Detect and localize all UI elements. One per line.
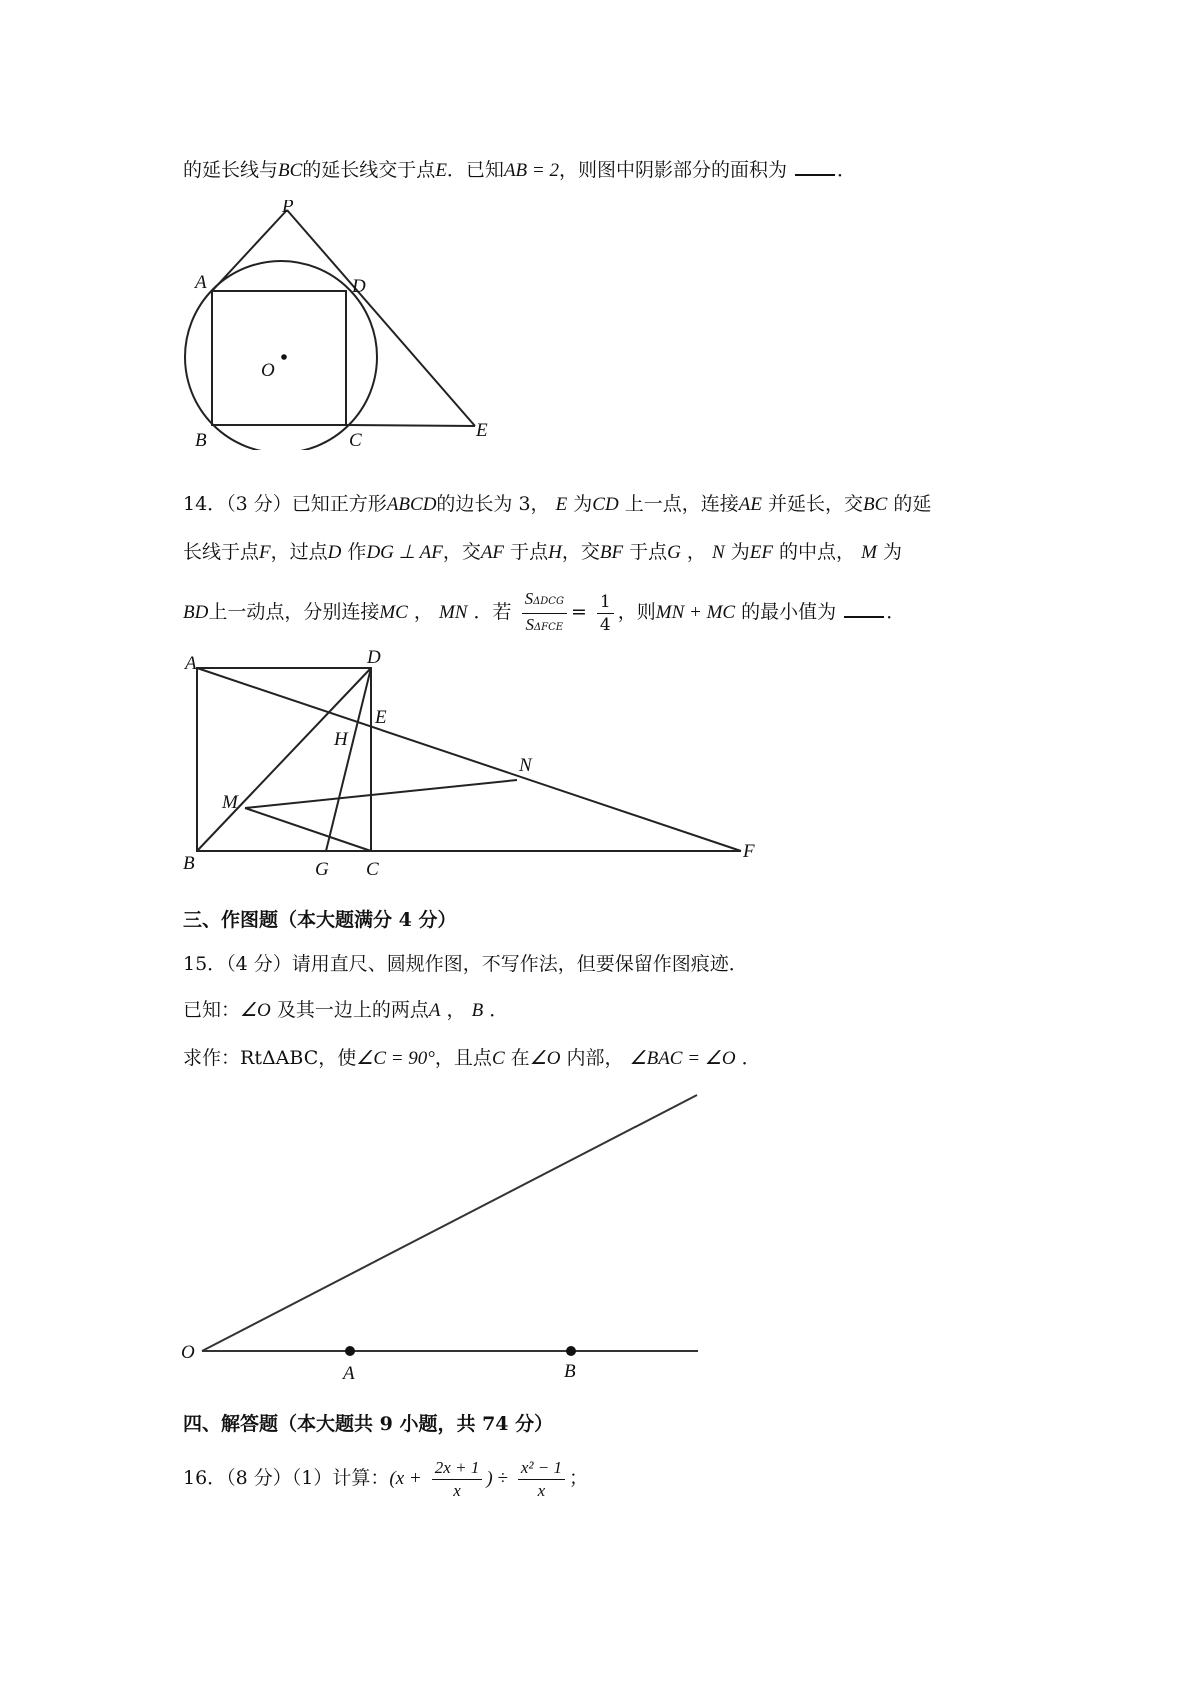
point-a xyxy=(345,1346,355,1356)
fraction-2x-plus-1-over-x: $\frac{2x + 1}{x}$ xyxy=(432,1457,483,1502)
q15-line-1: 15．（4 分）请用直尺、圆规作图，不写作法，但要保留作图痕迹． xyxy=(183,953,748,975)
fraction-x2-minus-1-over-x: $\frac{\text{x² − 1}}{x}$ xyxy=(518,1457,565,1502)
center-point-o xyxy=(281,354,287,360)
section-4-heading: 四、解答题（本大题共 9 小题，共 74 分） xyxy=(183,1413,554,1435)
q14-line-2: 长线于点F，过点D 作DG ⊥ AF，交AF 于点H，交BF 于点G ， N 为EF 的中点， M 为 xyxy=(183,541,902,563)
label-a: A xyxy=(195,272,207,293)
q14-line-3: BD上一动点，分别连接MC ， MN ．若 $\frac{\text{SΔDCG}}{\text{SΔFCE}}$ = $\frac{1}{4}$ ，则MN + MC 的最小值为 ． xyxy=(183,582,905,643)
label-d: D xyxy=(367,647,381,668)
q15-line-3: 求作：RtΔABC，使∠C = 90°，且点C 在∠O 内部， ∠BAC = ∠O ． xyxy=(183,1047,761,1069)
label-e: E xyxy=(476,420,488,441)
label-o: O xyxy=(181,1342,195,1363)
label-b: B xyxy=(195,430,207,450)
q13-tail-line: 的延长线与BC的延长线交于点E．已知AB = 2，则图中阴影部分的面积为 ． xyxy=(183,159,857,181)
figure-14-square-triangle xyxy=(175,645,815,885)
label-a: A xyxy=(185,653,197,674)
figure-13-circle-square xyxy=(175,200,505,450)
label-c: C xyxy=(349,430,362,450)
label-e: E xyxy=(375,707,387,728)
area-ratio-fraction: $\frac{\text{SΔDCG}}{\text{SΔFCE}}$ xyxy=(522,588,567,639)
label-o: O xyxy=(261,360,275,381)
label-n: N xyxy=(519,755,532,776)
label-a: A xyxy=(343,1363,355,1380)
label-b: B xyxy=(564,1361,576,1380)
label-b: B xyxy=(183,853,195,874)
label-d: D xyxy=(352,276,366,297)
q15-line-2: 已知：∠O 及其一边上的两点A ， B ． xyxy=(183,999,509,1021)
q16-line-1: 16．（8 分）（1）计算：(x + $\frac{2x + 1}{x}$ ) ÷ $\frac{\text{x² − 1}}{x}$ ； xyxy=(183,1457,589,1500)
answer-blank xyxy=(795,160,835,176)
label-p: P xyxy=(282,200,294,217)
point-b xyxy=(566,1346,576,1356)
label-c: C xyxy=(366,859,379,880)
answer-blank xyxy=(844,602,884,618)
label-f: F xyxy=(743,841,755,862)
label-h: H xyxy=(334,729,348,750)
ratio-value-fraction: $\frac{1}{4}$ xyxy=(597,591,614,636)
q14-line-1: 14．（3 分）已知正方形ABCD的边长为 3， E 为CD 上一点，连接AE 并延长，交BC 的延 xyxy=(183,493,932,515)
figure-15-angle-o xyxy=(175,1080,735,1380)
label-g: G xyxy=(315,859,329,880)
section-3-heading: 三、作图题（本大题满分 4 分） xyxy=(183,909,457,931)
label-m: M xyxy=(222,792,238,813)
